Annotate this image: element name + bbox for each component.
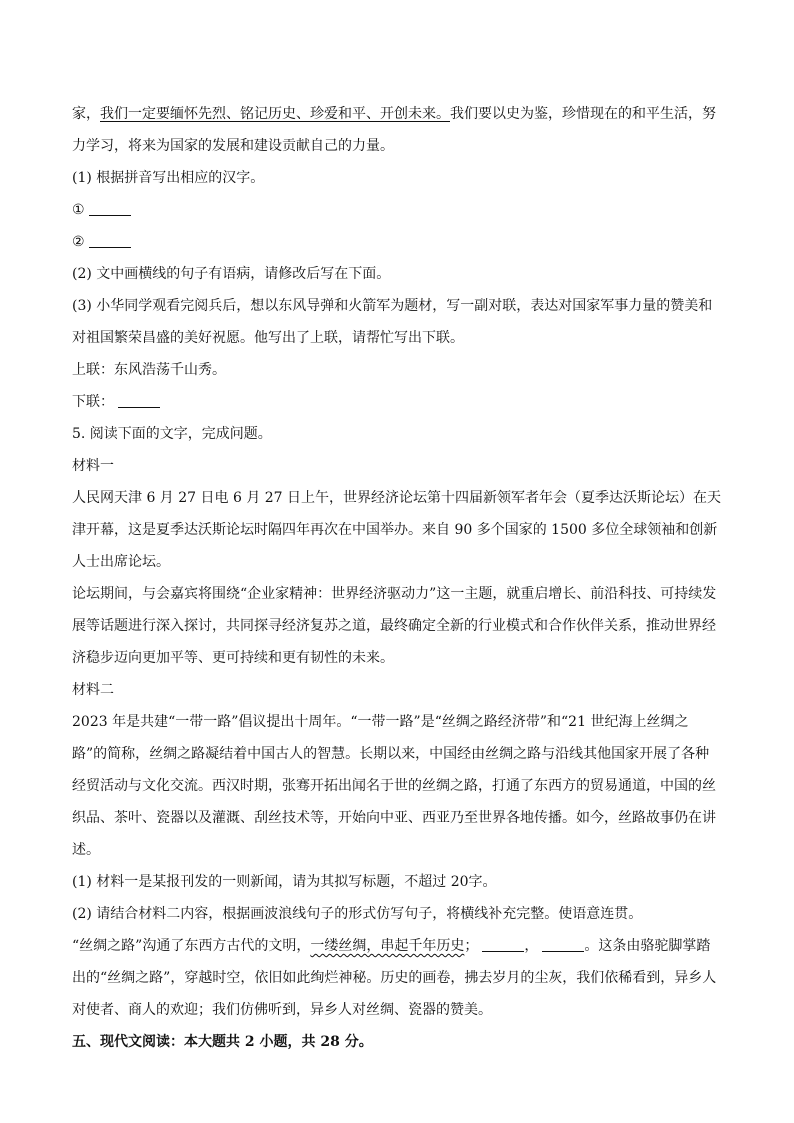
q4-sub1: (1) 根据拼音写出相应的汉字。 (72, 170, 265, 186)
material1-paragraph-1: 人民网天津 6 月 27 日电 6 月 27 日上午，世界经济论坛第十四届新领军者年会（夏季达沃斯论坛）在天津开幕，这是夏季达沃斯论坛时隔四年再次在中国举办。来自 90 多个国家的 1500 多位全球领袖和创新人士出席论坛。 (72, 490, 722, 570)
q4-passage-end: 家，我们一定要缅怀先烈、铭记历史、珍爱和平、开创未来。我们要以史为鉴，珍惜现在的和平生活，努力学习，将来为国家的发展和建设贡献自己的力量。 (72, 106, 716, 154)
material1-heading: 材料一 (72, 458, 114, 474)
q5-sub2: (2) 请结合材料二内容，根据画波浪线句子的形式仿写句子，将横线补充完整。使语意连贯。 (72, 906, 643, 922)
upper-couplet: 上联：东风浩荡千山秀。 (72, 362, 226, 378)
material2-paragraph-1: 2023 年是共建“一带一路”倡议提出十周年。“一带一路”是“丝绸之路经济带”和“21 世纪海上丝绸之路”的简称，丝绸之路凝结着中国古人的智慧。长期以来，中国经由丝绸之路与沿线其他国家开展了各种经贸活动与文化交流。西汉时期，张骞开拓出闻名于世的丝绸之路，打通了东西方的贸易通道，中国的丝织品、茶叶、瓷器以及灌溉、刮丝技术等，开始向中亚、西亚乃至世界各地传播。如今，丝路故事仍在讲述。 (72, 714, 716, 858)
q5-sub1: (1) 材料一是某报刊发的一则新闻，请为其拟写标题，不超过 20字。 (72, 874, 497, 890)
material2-heading: 材料二 (72, 682, 114, 698)
answer-blank-1[interactable]: ① (72, 194, 722, 226)
wavy-underlined-sentence: 一缕丝绸，串起千年历史 (310, 938, 465, 954)
material1-paragraph-2: 论坛期间，与会嘉宾将围绕“企业家精神：世界经济驱动力”这一主题，就重启增长、前沿科技、可持续发展等话题进行深入探讨，共同探寻经济复苏之道，最终确定全新的行业模式和合作伙伴关系，推动世界经济稳步迈向更加平等、更可持续和更有韧性的未来。 (72, 586, 717, 666)
underlined-sentence: 我们一定要缅怀先烈、铭记历史、珍爱和平、开创未来。 (100, 106, 450, 122)
answer-blank-2[interactable]: ② (72, 226, 722, 258)
blank-line[interactable] (482, 937, 524, 952)
q5-fill-passage: “丝绸之路”沟通了东西方古代的文明，一缕丝绸，串起千年历史； ， 。这条由骆驼脚掌踏出的“丝绸之路”，穿越时空，依旧如此绚烂神秘。历史的画卷，拂去岁月的尘灰，我们依稀看到，异乡人对使者、商人的欢迎；我们仿佛听到，异乡人对丝绸、瓷器的赞美。 (72, 938, 717, 1018)
section-5-heading: 五、现代文阅读：本大题共 2 小题，共 28 分。 (72, 1034, 373, 1050)
blank-line[interactable] (118, 393, 160, 408)
document-page (72, 98, 722, 1058)
blank-line[interactable] (89, 233, 131, 248)
q5-title: 5. 阅读下面的文字，完成问题。 (72, 426, 272, 442)
q4-sub3: (3) 小华同学观看完阅兵后，想以东风导弹和火箭军为题材，写一副对联，表达对国家军事力量的赞美和对祖国繁荣昌盛的美好祝愿。他写出了上联，请帮忙写出下联。 (72, 298, 713, 346)
lower-couplet[interactable]: 下联： (72, 386, 722, 418)
q4-sub2: (2) 文中画横线的句子有语病，请修改后写在下面。 (72, 266, 391, 282)
blank-line[interactable] (542, 937, 584, 952)
blank-line[interactable] (89, 201, 131, 216)
